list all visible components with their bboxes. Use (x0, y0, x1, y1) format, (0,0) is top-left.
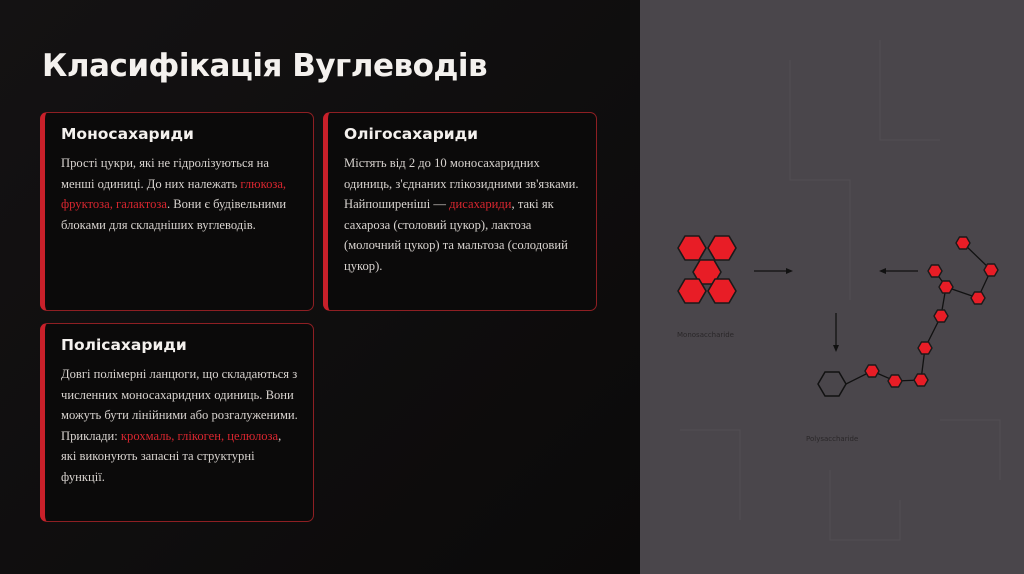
card-polysaccharides (40, 323, 314, 522)
polysaccharide-label: Polysaccharide (806, 435, 859, 443)
polysaccharide-chain-bonds (846, 243, 991, 384)
chain-node (918, 342, 932, 354)
card-text-end: . Вони є будівельними блоками для складніших вуглеводів. (61, 197, 287, 232)
diagram-panel (640, 0, 1024, 574)
chain-node (956, 237, 970, 249)
card-text-end: , такі як сахароза (столовий цукор), лактоза (молочний цукор) та мальтоза (солодовий цукор). (344, 197, 568, 273)
hexagon-ring-icon (818, 372, 846, 396)
card-text-start: Містять від 2 до 10 моносахаридних одиниць, з'єднаних глікозидними зв'язками. Найпоширеніші — (344, 156, 579, 212)
card-highlight: крохмаль, глікоген, целюлоза (120, 428, 279, 443)
polysaccharide-node-group (865, 237, 998, 387)
card-heading: Моносахариди (61, 125, 194, 143)
card-highlight: глюкоза, фруктоза, галактоза (61, 176, 287, 212)
card-text-end: , які виконують запасні та структурні функції. (61, 428, 282, 484)
card-heading: Олігосахариди (344, 125, 479, 143)
chain-node (888, 375, 902, 387)
card-text (61, 364, 299, 488)
chain-node (914, 374, 928, 386)
card-oligosaccharides (323, 112, 597, 311)
chain-node (971, 292, 985, 304)
monosaccharide-label: Monosaccharide (677, 331, 734, 339)
monosaccharide-cluster-icon (678, 236, 736, 303)
card-text-start: Прості цукри, які не гідролізуються на менші одиниці. До них належать (61, 156, 269, 191)
carbohydrate-diagram (640, 0, 1024, 574)
arrow-down-icon (833, 313, 839, 352)
card-monosaccharides (40, 112, 314, 311)
chain-node (934, 310, 948, 322)
chain-node (939, 281, 953, 293)
card-heading: Полісахариди (61, 336, 187, 354)
card-text-start: Довгі полімерні ланцюги, що складаються з численних моносахаридних одиниць. Вони можуть бути лінійними або розгалуженими. Приклади: (61, 367, 298, 443)
card-text (61, 153, 299, 235)
chain-node (984, 264, 998, 276)
chain-node (865, 365, 879, 377)
arrow-left-icon (879, 268, 918, 274)
chain-node (928, 265, 942, 277)
card-text (344, 153, 582, 277)
arrow-right-icon (754, 268, 793, 274)
card-highlight: дисахариди (449, 197, 512, 212)
slide-title: Класифікація Вуглеводів (42, 48, 488, 84)
